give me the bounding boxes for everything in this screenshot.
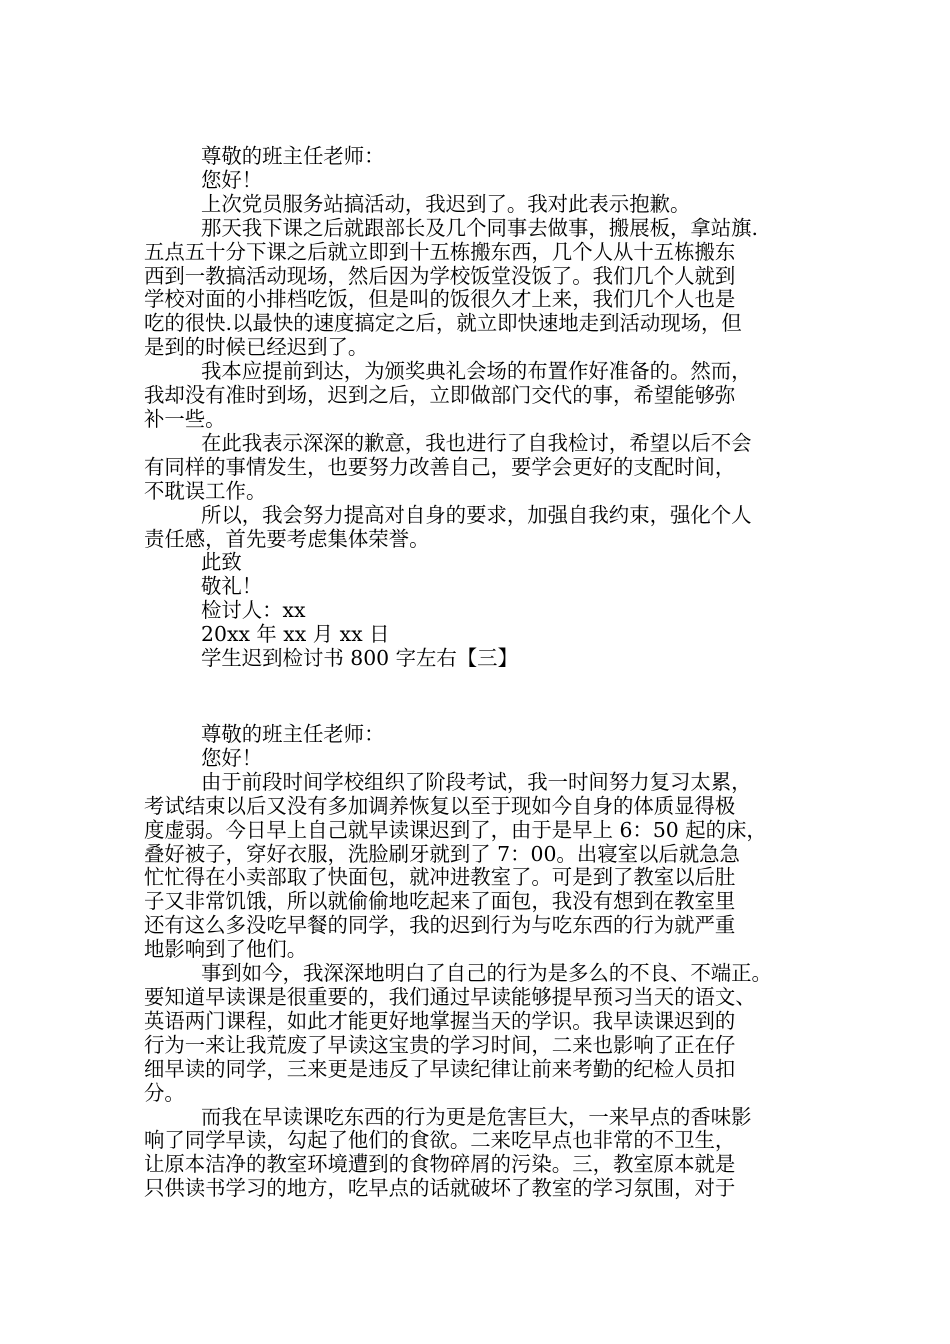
- paragraph-line: 不耽误工作。: [144, 478, 267, 503]
- paragraph-line: 事到如今，我深深地明白了自己的行为是多么的不良、不端正。: [201, 961, 772, 986]
- paragraph-line: 吃的很快.以最快的速度搞定之后，就立即快速地走到活动现场，但: [144, 311, 742, 336]
- paragraph-line: 学校对面的小排档吃饭，但是叫的饭很久才上来，我们几个人也是: [144, 287, 736, 312]
- document-page: [144, 144, 807, 1201]
- signer: 检讨人：xx: [201, 598, 306, 623]
- paragraph-line: 考试结束以后又没有多加调养恢复以至于现如今自身的体质显得极: [144, 793, 736, 818]
- paragraph-line: 地影响到了他们。: [144, 937, 308, 962]
- paragraph-line: 子又非常饥饿，所以就偷偷地吃起来了面包，我没有想到在教室里: [144, 889, 736, 914]
- paragraph-line: 忙忙得在小卖部取了快面包，就冲进教室了。可是到了教室以后肚: [144, 865, 736, 890]
- closing-line: 敬礼！: [201, 574, 263, 599]
- paragraph-line: 让原本洁净的教室环境遭到的食物碎屑的污染。三，教室原本就是: [144, 1152, 736, 1177]
- paragraph-line: 分。: [144, 1080, 185, 1105]
- paragraph-line: 是到的时候已经迟到了。: [144, 335, 369, 360]
- paragraph-line: 只供读书学习的地方，吃早点的话就破坏了教室的学习氛围，对于: [144, 1176, 736, 1201]
- paragraph-line: 行为一来让我荒废了早读这宝贵的学习时间，二来也影响了正在仔: [144, 1032, 736, 1057]
- paragraph-line: 而我在早读课吃东西的行为更是危害巨大，一来早点的香味影: [201, 1104, 752, 1129]
- paragraph-line: 英语两门课程，如此才能更好地掌握当天的学识。我早读课迟到的: [144, 1008, 736, 1033]
- paragraph-line: 要知道早读课是很重要的，我们通过早读能够提早预习当天的语文、: [144, 984, 756, 1009]
- closing-line: 此致: [201, 550, 242, 575]
- salutation: 尊敬的班主任老师：: [201, 144, 385, 168]
- greeting: 您好！: [201, 745, 263, 770]
- paragraph-line: 叠好被子，穿好衣服，洗脸刷牙就到了 7：00。出寝室以后就急急: [144, 841, 740, 866]
- paragraph-line: 责任感，首先要考虑集体荣誉。: [144, 526, 430, 551]
- paragraph-line: 我却没有准时到场，迟到之后，立即做部门交代的事，希望能够弥: [144, 383, 736, 408]
- salutation: 尊敬的班主任老师：: [201, 722, 385, 746]
- paragraph-line: 细早读的同学，三来更是违反了早读纪律让前来考勤的纪检人员扣: [144, 1056, 736, 1081]
- paragraph-line: 上次党员服务站搞活动，我迟到了。我对此表示抱歉。: [201, 191, 691, 216]
- paragraph-line: 我本应提前到达，为颁奖典礼会场的布置作好准备的。然而，: [201, 359, 752, 384]
- date: 20xx 年 xx 月 xx 日: [201, 622, 390, 647]
- paragraph-line: 度虚弱。今日早上自己就早读课迟到了，由于是早上 6：50 起的床，: [144, 817, 767, 842]
- paragraph-line: 在此我表示深深的歉意，我也进行了自我检讨，希望以后不会: [201, 430, 752, 455]
- paragraph-line: 西到一教搞活动现场，然后因为学校饭堂没饭了。我们几个人就到: [144, 263, 736, 288]
- letter-section: [144, 723, 807, 1201]
- paragraph-line: 由于前段时间学校组织了阶段考试，我一时间努力复习太累，: [201, 769, 752, 794]
- section-title: 学生迟到检讨书 800 字左右【三】: [201, 646, 518, 671]
- greeting: 您好！: [201, 167, 263, 192]
- paragraph-line: 五点五十分下课之后就立即到十五栋搬东西，几个人从十五栋搬东: [144, 239, 736, 264]
- paragraph-line: 那天我下课之后就跟部长及几个同事去做事，搬展板，拿站旗.: [201, 215, 759, 240]
- paragraph-line: 所以，我会努力提高对自身的要求，加强自我约束，强化个人: [201, 502, 752, 527]
- paragraph-line: 还有这么多没吃早餐的同学，我的迟到行为与吃东西的行为就严重: [144, 913, 736, 938]
- paragraph-line: 有同样的事情发生，也要努力改善自己，要学会更好的支配时间，: [144, 454, 736, 479]
- paragraph-line: 响了同学早读，勾起了他们的食欲。二来吃早点也非常的不卫生，: [144, 1128, 736, 1153]
- paragraph-line: 补一些。: [144, 406, 226, 431]
